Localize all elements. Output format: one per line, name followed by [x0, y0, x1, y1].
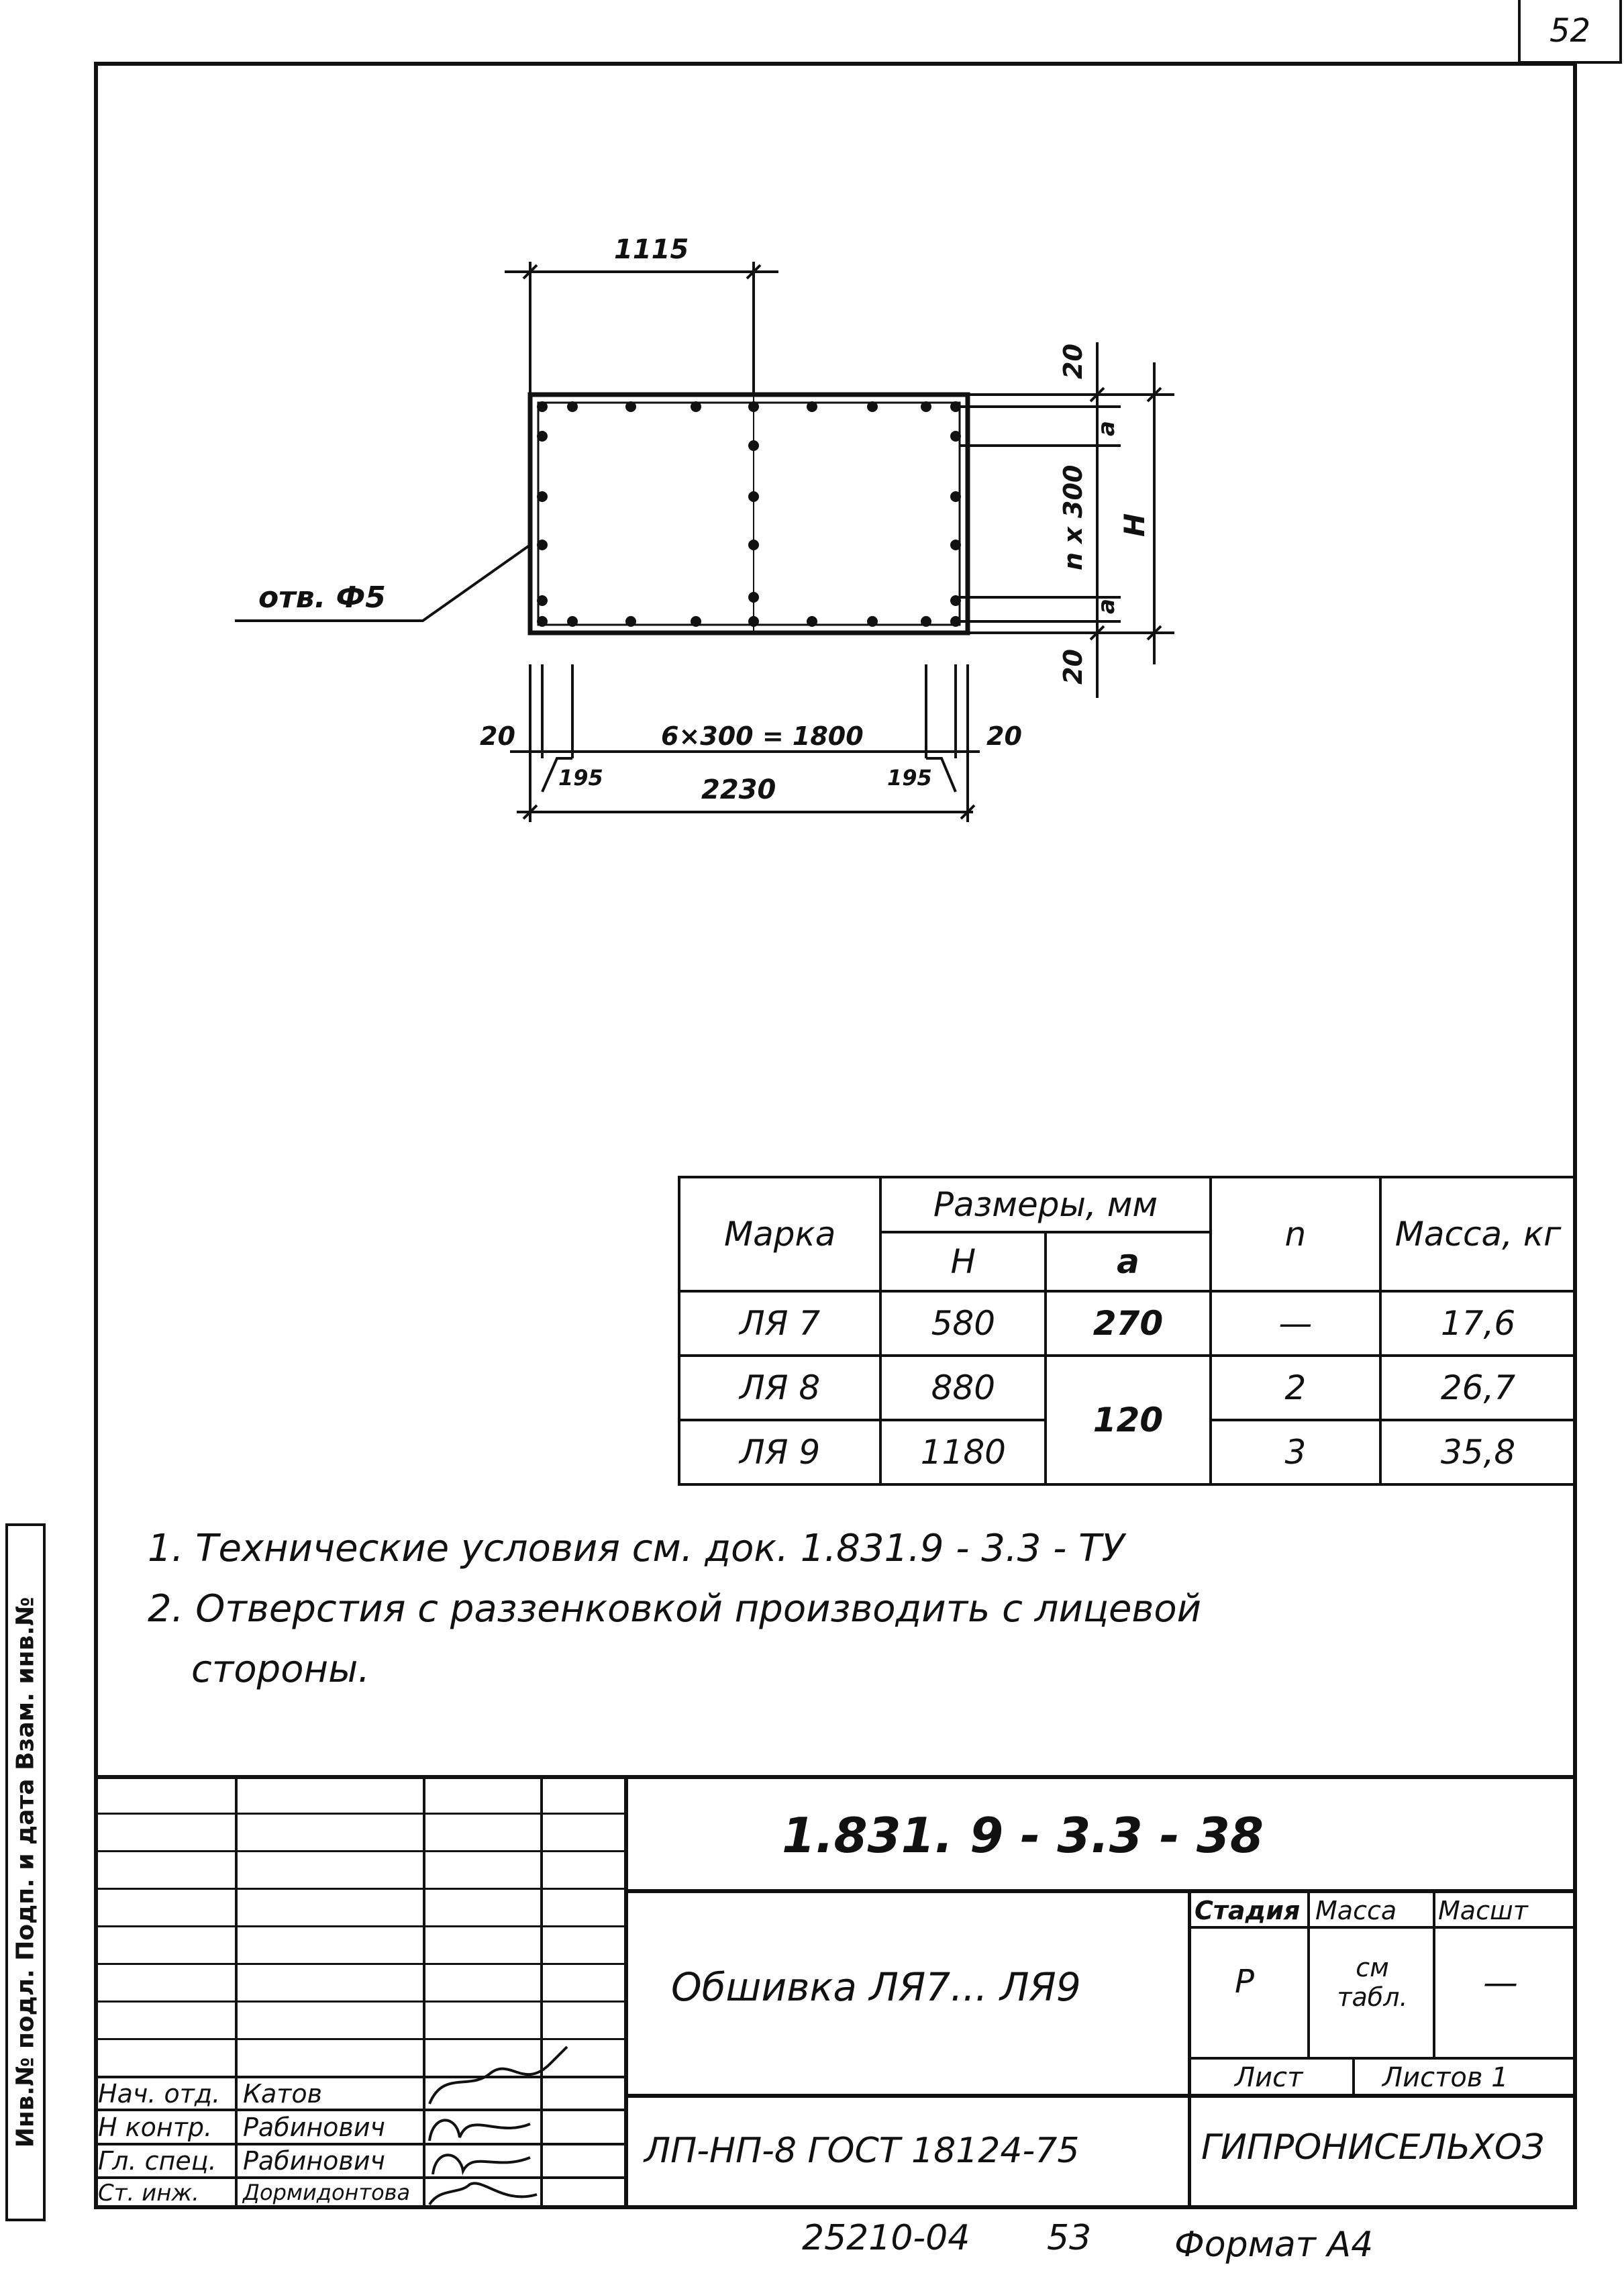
organization: ГИПРОНИСЕЛЬХОЗ	[1201, 2127, 1545, 2168]
bottom-stamp: 25210-04	[802, 2218, 970, 2258]
note-3: стороны.	[191, 1648, 370, 1691]
dim-right-20: 20	[986, 721, 1022, 751]
mass-label: Масса	[1315, 1896, 1397, 1925]
signature-4	[429, 2183, 537, 2205]
title-block	[94, 1775, 1577, 2209]
doc-code: 1.831. 9 - 3.3 - 38	[782, 1807, 1264, 1864]
panel-inner-outline	[538, 403, 960, 625]
signature-1	[429, 2047, 567, 2104]
role-1: Нач. отд.	[98, 2079, 221, 2109]
stage-value: Р	[1235, 1963, 1254, 2001]
dim-right-195: 195	[887, 765, 932, 791]
col-h-header: Н	[880, 1232, 1046, 1291]
cell-h: 880	[880, 1356, 1046, 1420]
cell-mass: 26,7	[1380, 1356, 1576, 1420]
mass-value: см табл.	[1337, 1953, 1408, 2012]
dim-left-20: 20	[480, 721, 515, 751]
spec-table	[678, 1176, 1577, 1486]
cell-mass: 35,8	[1380, 1420, 1576, 1484]
signature-3	[433, 2155, 530, 2174]
item-name: Обшивка ЛЯ7... ЛЯ9	[671, 1964, 1081, 2010]
dim-top: 1115	[614, 234, 689, 265]
name-2: Рабинович	[243, 2113, 385, 2142]
dim-right-middle: n x 300	[1058, 464, 1088, 570]
role-4: Ст. инж.	[98, 2180, 199, 2207]
dim-right-top: 20	[1058, 344, 1088, 379]
col-mark-header: Марка	[679, 1177, 880, 1291]
cell-n: —	[1211, 1291, 1380, 1356]
scale-value: —	[1483, 1963, 1518, 2003]
cell-a: 120	[1046, 1356, 1210, 1484]
cell-n: 3	[1211, 1420, 1380, 1484]
hole-label: отв. Ф5	[258, 580, 386, 615]
dim-total: 2230	[701, 774, 776, 805]
dim-span: 6×300 = 1800	[661, 721, 864, 751]
cell-a: 270	[1046, 1291, 1210, 1356]
dim-left-195: 195	[558, 765, 603, 791]
scale-label: Масшт	[1438, 1896, 1528, 1925]
col-n-header: n	[1211, 1177, 1380, 1291]
cell-h: 580	[880, 1291, 1046, 1356]
side-stamp-text: Инв.№ подл. Подп. и дата Взам. инв.№	[11, 1597, 40, 2148]
sheet-number: 52	[1549, 11, 1591, 50]
dim-a-bottom: a	[1093, 599, 1120, 614]
sheet-label: Лист	[1235, 2062, 1303, 2093]
col-a-header: a	[1046, 1232, 1210, 1291]
sheets-label: Листов 1	[1382, 2062, 1509, 2093]
table-row	[679, 1356, 1576, 1420]
name-4: Дормидонтова	[243, 2180, 411, 2205]
dim-right-bottom: 20	[1058, 649, 1088, 685]
role-2: Н контр.	[98, 2113, 213, 2142]
signatures	[94, 1775, 624, 2209]
cell-mark: ЛЯ 7	[679, 1291, 880, 1356]
col-mass-header: Масса, кг	[1380, 1177, 1576, 1291]
signature-2	[429, 2120, 530, 2141]
note-1: 1. Технические условия см. док. 1.831.9 - 3.3 - ТУ	[148, 1527, 1125, 1570]
col-sizes-header: Размеры, мм	[880, 1177, 1210, 1232]
note-2: 2. Отверстия с раззенковкой производить с лицевой	[148, 1587, 1202, 1631]
paper-format: Формат А4	[1174, 2225, 1374, 2265]
dim-a-top: a	[1093, 421, 1120, 436]
name-1: Катов	[243, 2079, 323, 2109]
name-3: Рабинович	[243, 2146, 385, 2176]
cell-mark: ЛЯ 8	[679, 1356, 880, 1420]
cell-mass: 17,6	[1380, 1291, 1576, 1356]
stage-label: Стадия	[1195, 1896, 1301, 1925]
dim-height: H	[1118, 513, 1151, 537]
table-row	[679, 1291, 1576, 1356]
cell-n: 2	[1211, 1356, 1380, 1420]
material: ЛП-НП-8 ГОСТ 18124-75	[644, 2131, 1080, 2171]
cell-mark: ЛЯ 9	[679, 1420, 880, 1484]
cell-h: 1180	[880, 1420, 1046, 1484]
role-3: Гл. спец.	[98, 2146, 217, 2176]
bottom-page: 53	[1047, 2218, 1092, 2258]
holes	[537, 401, 961, 627]
